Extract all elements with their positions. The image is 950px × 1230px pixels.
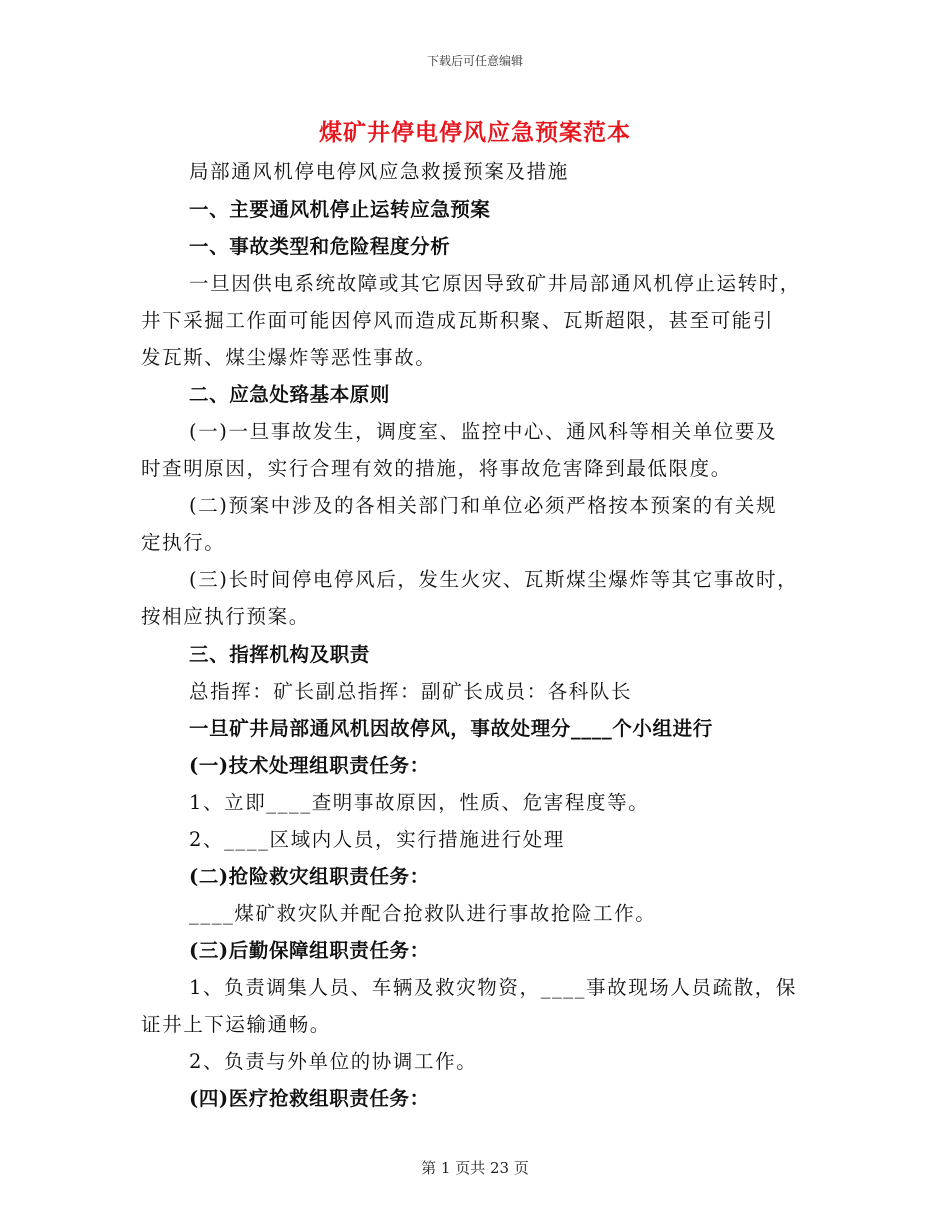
paragraph-line: 证井上下运输通畅。 <box>141 1013 331 1036</box>
page-footer: 第 1 页共 23 页 <box>421 1159 529 1177</box>
header-note: 下载后可任意编辑 <box>426 54 523 68</box>
paragraph-line: 时查明原因，实行合理有效的措施，将事故危害降到最低限度。 <box>141 457 732 480</box>
paragraph-line: (三)长时间停电停风后，发生火灾、瓦斯煤尘爆炸等其它事故时， <box>189 568 799 591</box>
section-heading: 三、指挥机构及职责 <box>189 643 370 666</box>
paragraph-line: 1、立即____查明事故原因，性质、危害程度等。 <box>189 791 650 814</box>
paragraph-line: 1、负责调集人员、车辆及救灾物资，____事故现场人员疏散，保 <box>189 976 798 999</box>
section-heading: 一、事故类型和危险程度分析 <box>189 235 451 258</box>
document-title: 煤矿井停电停风应急预案范本 <box>319 119 631 146</box>
paragraph-line: 定执行。 <box>141 531 226 554</box>
section-heading: 二、应急处臵基本原则 <box>189 383 391 406</box>
paragraph-line: (二)预案中涉及的各相关部门和单位必须严格按本预案的有关规 <box>189 494 778 517</box>
paragraph-line: 发瓦斯、煤尘爆炸等恶性事故。 <box>141 346 437 369</box>
paragraph-line: 总指挥：矿长副总指挥：副矿长成员：各科队长 <box>189 680 633 703</box>
paragraph-line: 井下采掘工作面可能因停风而造成瓦斯积聚、瓦斯超限，甚至可能引 <box>141 309 775 332</box>
paragraph-line: (一)一旦事故发生，调度室、监控中心、通风科等相关单位要及 <box>189 420 778 443</box>
paragraph-line: 按相应执行预案。 <box>141 605 310 628</box>
section-heading: 一旦矿井局部通风机因故停风，事故处理分____个小组进行 <box>189 717 713 740</box>
section-heading: 一、主要通风机停止运转应急预案 <box>189 198 491 221</box>
paragraph-line: 一旦因供电系统故障或其它原因导致矿井局部通风机停止运转时， <box>189 272 801 295</box>
paragraph-line: 2、负责与外单位的协调工作。 <box>189 1050 478 1073</box>
section-heading: (二)抢险救灾组职责任务： <box>189 865 430 888</box>
section-heading: (四)医疗抢救组职责任务： <box>189 1087 430 1110</box>
section-heading: (一)技术处理组职责任务： <box>189 754 430 777</box>
paragraph-line: 2、____区域内人员，实行措施进行处理 <box>189 828 565 851</box>
section-heading: (三)后勤保障组职责任务： <box>189 939 430 962</box>
paragraph-line: ____煤矿救灾队并配合抢救队进行事故抢险工作。 <box>189 902 657 925</box>
section-subtitle: 局部通风机停电停风应急救援预案及措施 <box>189 160 569 183</box>
